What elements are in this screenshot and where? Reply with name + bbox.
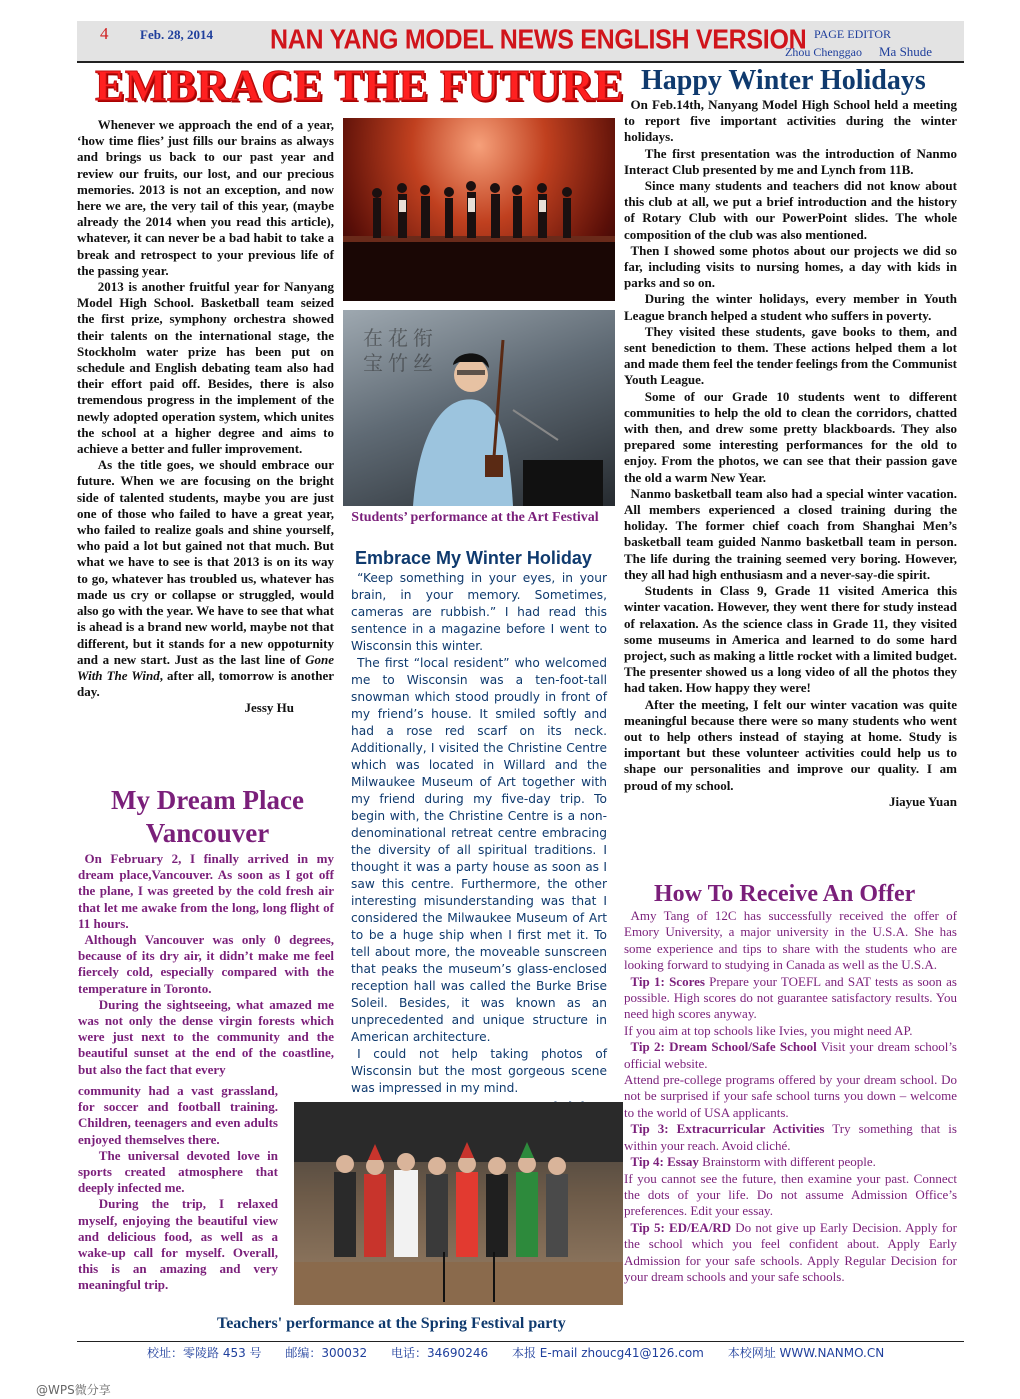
article-author: Jessy Hu <box>244 700 294 716</box>
paragraph: As the title goes, we should embrace our future. When we are focusing on the bright side of talented students, maybe you are just one of those who failed to have a great year, who failed to realize goals and shine yourself, who paid a lot but gained not that much. But what we have to see is that 2013 is on its way to go, whatever has troubled us, whatever has made us cry or collapse or struggled, would also go with the year. We have to see that what is ahead is a brand new world, maybe not that different, but it stands for a new oppoturnity and a new start. Just as the last line of Gone With The Wind, after all, tomorrow is another day. <box>77 457 335 700</box>
paragraph: Although Vancouver was only 0 degrees, because of its dry air, it didn’t make me feel fiercely cold, especially compared with the temperature in Toronto. <box>78 932 334 996</box>
book-title: Gone With The Wind <box>77 651 334 683</box>
footer-website: 本校网址 WWW.NANMO.CN <box>727 1346 885 1360</box>
paragraph: Since many students and teachers did not know about this club at all, we put a brief introduction and the history of Rotary Club with our PowerPoint slides. The whole composition of the club was also mentioned. <box>624 178 957 242</box>
footer-address: 校址：零陵路 453 号 <box>147 1346 262 1360</box>
newspaper-title: NAN YANG MODEL NEWS ENGLISH VERSION <box>270 24 807 56</box>
photo-caption: Teachers' performance at the Spring Festival party <box>217 1315 566 1332</box>
page-footer <box>147 1344 904 1361</box>
paragraph: The universal devoted love in sports created atmosphere that deeply infected me. <box>78 1147 278 1196</box>
erhu-performance-photo <box>343 310 615 506</box>
paragraph: I could not help taking photos of Wisconsin but the most gorgeous scene was impressed in my mind. <box>351 1047 607 1095</box>
svg-text:在: 在 <box>363 326 383 350</box>
editor-name: Zhou Chenggao <box>785 45 862 59</box>
paragraph: Amy Tang of 12C has successfully received the offer of Emory University, a major university in the U.S.A. She has some experience and tips to share with the students who are looking forward to studying in Canada as well as the U.S.A. <box>624 908 957 973</box>
footer-email: 本报 E-mail zhoucg41@126.com <box>511 1346 704 1360</box>
paragraph: During the trip, I relaxed myself, enjoying the beautiful view and delicious food, as well as a wake-up call for myself. Overall, this is an amazing and very meaningful trip. <box>78 1196 278 1293</box>
article-title-winter: Embrace My Winter Holiday <box>355 548 592 568</box>
paragraph: “Keep something in your eyes, in your brain, in your memory. Sometimes, cameras are rubbish.” I had read this sentence in a magazine before I went to Wisconsin this winter. <box>351 571 607 653</box>
paragraph: On Feb.14th, Nanyang Model High School held a meeting to report five important activities during the winter holidays. <box>624 97 957 145</box>
paragraph: On February 2, I finally arrived in my dream place,Vancouver. As soon as I got off the plane, I was greeted by the cold fresh air that let me awake from the long, long flight of 11 hours. <box>78 851 334 931</box>
page-editor-names <box>785 44 932 60</box>
paragraph: Some of our Grade 10 students went to different communities to help the old to clean the corridors, chatted with then, and drew some pretty blackboards. They also prepared some interesting performances for the old to enjoy. From the photos, we can see that their passion gave the old a warm New Year. <box>624 388 957 485</box>
paragraph: 2013 is another fruitful year for Nanyang Model High School. Basketball team seized the first prize, symphony orchestra showed their talents on the international stage, the Stockholm water prize has been put on schedule and English debating team also had their effort paid off. Besides, there is also tremendous progress in the implement of the newly adopted operation system, which unites the school at a higher degree and aims to achieve a better and fuller improvement. <box>77 279 334 457</box>
svg-text:花: 花 <box>388 326 408 350</box>
article-title-offer: How To Receive An Offer <box>654 881 916 907</box>
tip-4: Tip 4: Essay Brainstorm with different people. <box>630 1154 876 1170</box>
issue-date: Feb. 28, 2014 <box>140 27 213 42</box>
paragraph: After the meeting, I felt our winter vacation was quite meaningful because there were so many students who went out to help others instead of staying at home. Study is important but these volunteer activities could help us to shape our personalities and improve our quality. I am proud of my school. <box>624 696 957 793</box>
tip-5: Tip 5: ED/EA/RD Do not give up Early Decision. Apply for the school which you feel confident about. Apply Early Admission for your safe schools. Apply Regular Decision for your dream schools and your safe schools. <box>624 1219 957 1284</box>
paragraph: Attend pre-college programs offered by your dream school. Do not be surprised if your safe school turns you down – welcome to the world of USA applicants. <box>624 1072 957 1120</box>
paragraph: During the sightseeing, what amazed me was not only the dense virgin forests which were just next to the community and the beautiful sunset at the end of the coastline, but also the fact that every <box>78 996 334 1077</box>
tip-2: Tip 2: Dream School/Safe School Visit your dream school’s official website. <box>624 1039 957 1071</box>
tip-3: Tip 3: Extracurricular Activities Try something that is within your reach. Avoid cliché. <box>624 1121 957 1153</box>
paragraph: They visited these students, gave books to them, and sent benediction to them. These actions helped them a lot and made them feel the tender feelings from the Communist Youth League. <box>624 323 957 388</box>
svg-text:丝: 丝 <box>413 351 433 375</box>
paragraph: community had a vast grassland, for soccer and football training. Children, teenagers and even adults enjoyed themselves there. <box>78 1083 278 1147</box>
svg-text:宝: 宝 <box>363 351 383 375</box>
photo-caption: Students’ performance at the Art Festival <box>351 510 599 525</box>
wps-watermark: @WPS微分享 <box>36 1383 111 1397</box>
article-body-winter <box>351 570 607 1116</box>
paragraph: If you aim at top schools like Ivies, you might need AP. <box>624 1022 913 1038</box>
article-body-embrace <box>77 117 334 717</box>
article-author: Jiayue Yuan <box>888 793 957 809</box>
article-body-offer <box>624 908 957 1285</box>
paragraph: During the winter holidays, every member in Youth League branch helped a student who suffers in poverty. <box>624 291 957 323</box>
tip-1: Tip 1: Scores Prepare your TOEFL and SAT tests as soon as possible. High scores do not guarantee satisfactory results. You need high scores anyway. <box>624 973 957 1022</box>
footer-phone: 电话：34690246 <box>391 1346 489 1360</box>
article-body-holiday <box>624 97 957 810</box>
article-body-dream-continued <box>78 1083 278 1294</box>
paragraph: The first “local resident” who welcomed me to Wisconsin was a ten-foot-tall snowman which stood proudly in front of my friend’s house. It smiled softly and had a rose red scarf on its neck. Additionally, I visited the Christine Centre which was located in Willard and the Milwaukee Museum of Art together with my friend during my five-day trip. To begin with, the Christine Centre is a non- denominational retreat centre embracing the diversity of all spiritual traditions. I thought it was a party house as soon as I saw this centre. Furthermore, the other interesting misunderstanding was that I considered the Milwaukee Museum of Art to be a huge ship when I first met it. To tell about more, the moveable sunscreen that peaks the museum’s glass-enclosed reception hall was called the Burke Brise Soleil. Besides, it was known as an unprecedented and unique structure in American architecture. <box>351 656 607 1044</box>
paragraph: Students in Class 9, Grade 11 visited America this winter vacation. However, they went there for study instead of relaxation. As the science class in Grade 11, they visited some museums in America and learned to do some hard project, such as making a little rocket with a limited budget. The presenter showed us a long video of all the photos they had taken. How happy they were! <box>624 583 957 696</box>
page-number: 4 <box>100 24 109 43</box>
svg-text:衔: 衔 <box>413 326 433 350</box>
spring-festival-photo <box>294 1102 623 1305</box>
paragraph: The first presentation was the introduction of Nanmo Interact Club presented by me and Lynch from 11B. <box>624 145 957 177</box>
article-body-dream <box>78 851 334 1078</box>
paragraph: Nanmo basketball team also had a special winter vacation. All members experienced a closed training during the holiday. The former chief coach from Shanghai Men’s basketball team guided Nanmo basketball team in person. The life during the training seemed very boring. However, they all had high enthusiasm and a never-say-die spirit. <box>624 485 957 582</box>
paragraph: If you cannot see the future, then examine your past. Connect the dots of your life. Do not assume Admission Office’s preferences. Edit your essay. <box>624 1170 957 1219</box>
page-editor-label: PAGE EDITOR <box>814 27 892 41</box>
stage-performance-photo <box>343 118 615 301</box>
article-title-dream: My Dream Place Vancouver <box>111 785 304 848</box>
article-title-holiday: Happy Winter Holidays <box>641 65 926 96</box>
svg-text:竹: 竹 <box>388 351 408 375</box>
paragraph: Then I showed some photos about our projects we did so far, including visits to nursing homes, a day with kids in parks and so on. <box>624 242 957 291</box>
paragraph: Whenever we approach the end of a year, ‘how time flies’ just fills our brains as always and brings us back to our past year and review our fruits, our lost, and our precious memories. 2013 is not an exception, and now here we are, the very tail of this year, (maybe already the 2014 when you read this article), whatever, it can never be a bad habit to take a break and retrospect to your previous life of the passing year. <box>77 117 334 278</box>
article-title-embrace: EMBRACE THE FUTURE <box>95 61 624 110</box>
footer-divider <box>77 1341 964 1342</box>
footer-postcode: 邮编：300032 <box>285 1346 368 1360</box>
editor-name: Ma Shude <box>879 44 933 59</box>
